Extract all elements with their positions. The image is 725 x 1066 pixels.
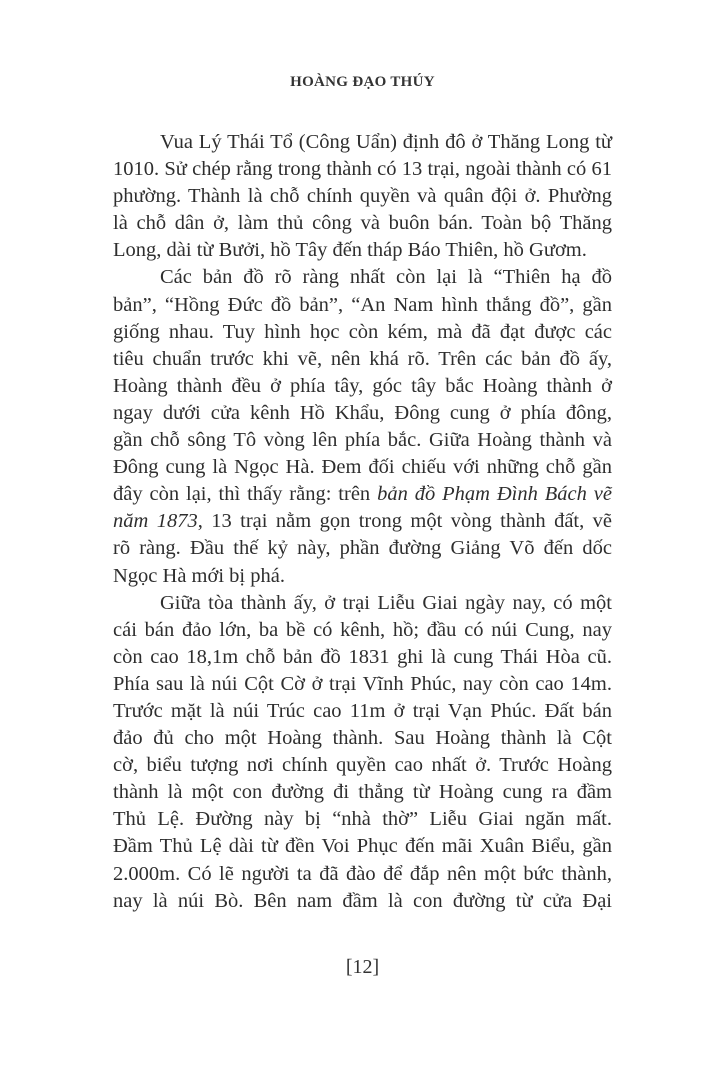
text-span: đảo đủ cho một Hoàng thành. Sau Hoàng thành là Cột — [113, 727, 612, 750]
italic-text: bản đồ Phạm Đình Bách vẽ — [377, 483, 612, 506]
text-line — [113, 806, 612, 833]
text-line — [113, 698, 612, 725]
text-span: ngay dưới cửa kênh Hồ Khẩu, Đông cung ở phía đông, — [113, 401, 612, 424]
text-line — [113, 346, 612, 373]
text-line — [113, 400, 612, 427]
page-number: [12] — [345, 956, 380, 978]
text-span: Long, dài từ Bưởi, hồ Tây đến tháp Báo Thiên, hồ Gươm. — [113, 239, 587, 262]
text-span: đây còn lại, thì thấy rằng: trên — [113, 483, 378, 506]
text-line — [113, 292, 612, 319]
text-line — [113, 508, 612, 535]
text-span: Thủ Lệ. Đường này bị “nhà thờ” Liễu Giai ngăn mất. — [113, 808, 612, 831]
text-span: tiêu chuẩn trước khi vẽ, nên khá rõ. Trên các bản đồ ấy, — [113, 347, 612, 370]
paragraph — [113, 129, 612, 264]
text-line — [113, 373, 612, 400]
text-span: rõ ràng. Đầu thế kỷ này, phần đường Giảng Võ đến dốc — [113, 537, 612, 560]
text-line — [113, 535, 612, 562]
text-span: Ngọc Hà mới bị phá. — [113, 564, 285, 587]
text-line — [113, 264, 612, 291]
text-line — [113, 671, 612, 698]
text-line — [113, 237, 612, 264]
text-line — [113, 427, 612, 454]
text-span: Đầm Thủ Lệ dài từ đền Voi Phục đến mãi Xuân Biểu, gần — [113, 835, 612, 858]
text-line — [113, 210, 612, 237]
text-span: giống nhau. Tuy hình học còn kém, mà đã đạt được các — [113, 320, 612, 343]
text-span: là chỗ dân ở, làm thủ công và buôn bán. Toàn bộ Thăng — [113, 212, 612, 235]
text-span: bản”, “Hồng Đức đồ bản”, “An Nam hình thắng đồ”, gần — [113, 293, 612, 316]
text-span: Vua Lý Thái Tổ (Công Uẩn) định đô ở Thăng Long từ — [160, 131, 612, 153]
running-header: HOÀNG ĐẠO THÚY — [290, 74, 435, 90]
italic-text: năm 1873 — [113, 510, 198, 533]
text-line — [113, 129, 612, 156]
text-span: nay là núi Bò. Bên nam đầm là con đường từ cửa Đại — [113, 889, 612, 912]
text-line — [113, 752, 612, 779]
paragraph — [113, 590, 612, 915]
text-span: 1010. Sử chép rằng trong thành có 13 trại, ngoài thành có 61 — [113, 158, 612, 181]
text-span: còn cao 18,1m chỗ bản đồ 1831 ghi là cung Thái Hòa cũ. — [113, 645, 612, 668]
text-span: cái bán đảo lớn, ba bề có kênh, hồ; đầu có núi Cung, nay — [113, 618, 612, 641]
text-line — [113, 779, 612, 806]
text-span: Các bản đồ rõ ràng nhất còn lại là “Thiên hạ đồ — [160, 266, 612, 289]
text-line — [113, 590, 612, 617]
text-span: 2.000m. Có lẽ người ta đã đào để đắp nên một bức thành, — [113, 862, 612, 885]
paragraph — [113, 264, 612, 589]
text-line — [113, 563, 612, 590]
text-span: gần chỗ sông Tô vòng lên phía bắc. Giữa Hoàng thành và — [113, 429, 612, 452]
text-line — [113, 644, 612, 671]
text-span: , 13 trại nằm gọn trong một vòng thành đất, vẽ — [197, 510, 612, 533]
text-line — [113, 454, 612, 481]
text-line — [113, 861, 612, 888]
text-span: Phía sau là núi Cột Cờ ở trại Vĩnh Phúc, nay còn cao 14m. — [113, 672, 612, 695]
text-span: thành là một con đường đi thẳng từ Hoàng cung ra đầm — [113, 781, 612, 804]
text-line — [113, 833, 612, 860]
text-line — [113, 156, 612, 183]
text-span: Hoàng thành đều ở phía tây, góc tây bắc Hoàng thành ở — [113, 374, 612, 397]
text-span: Giữa tòa thành ấy, ở trại Liễu Giai ngày nay, có một — [160, 591, 612, 614]
text-line — [113, 183, 612, 210]
body-text — [113, 129, 612, 915]
text-line — [113, 481, 612, 508]
text-line — [113, 319, 612, 346]
text-span: Trước mặt là núi Trúc cao 11m ở trại Vạn Phúc. Đất bán — [113, 699, 612, 722]
text-span: cờ, biểu tượng nơi chính quyền cao nhất ở. Trước Hoàng — [113, 754, 612, 777]
text-line — [113, 617, 612, 644]
text-line — [113, 888, 612, 915]
text-span: phường. Thành là chỗ chính quyền và quân đội ở. Phường — [113, 185, 612, 208]
text-line — [113, 725, 612, 752]
text-span: Đông cung là Ngọc Hà. Đem đối chiếu với những chỗ gần — [113, 456, 612, 479]
